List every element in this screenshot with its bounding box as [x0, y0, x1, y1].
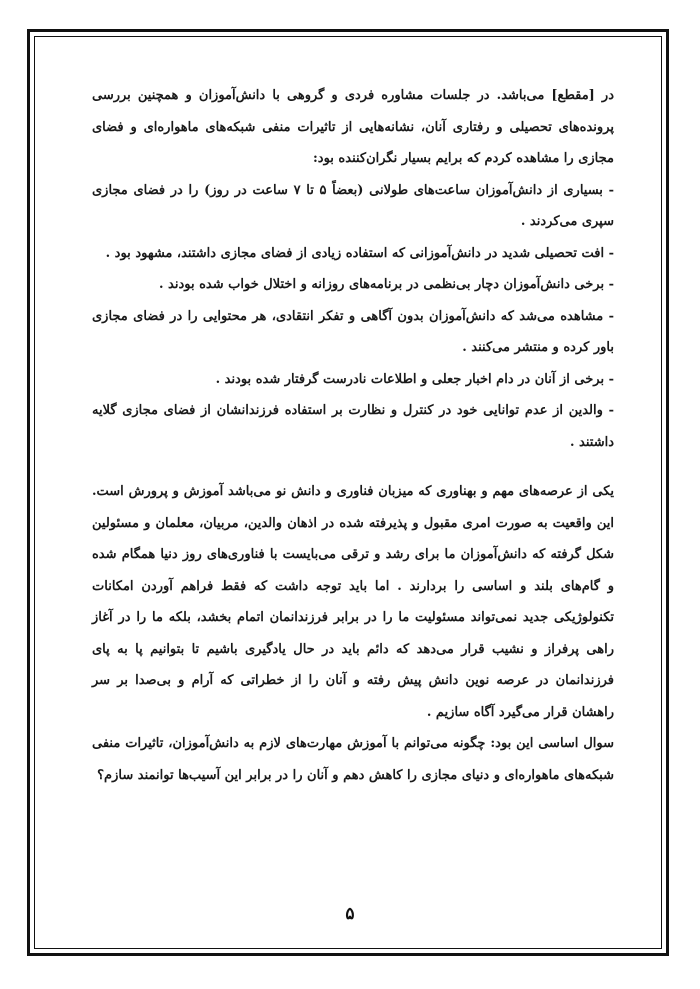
bullet-item: - والدین از عدم توانایی خود در کنترل و نظارت بر استفاده فرزندانشان از فضای مجازی گلایه داشتند . — [92, 403, 614, 450]
bullet-item: - بسیاری از دانش‌آموزان ساعت‌های طولانی (بعضاً ۵ تا ۷ ساعت در روز) را در فضای مجازی سپری می‌کردند . — [92, 182, 614, 229]
bullet-item: - مشاهده می‌شد که دانش‌آموزان بدون آگاهی و تفکر انتقادی، هر محتوایی را در فضای مجازی باور کرده و منتشر می‌کنند . — [92, 308, 614, 355]
bullet-item: - برخی دانش‌آموزان دچار بی‌نظمی در برنامه‌های روزانه و اختلال خواب شده بودند . — [158, 277, 614, 292]
document-body — [92, 80, 614, 791]
paragraph-body: یکی از عرصه‌های مهم و بهناوری که میزبان فناوری و دانش نو می‌باشد آموزش و پرورش است. این واقعیت به صورت امری مقبول و پذیرفته شده در اذهان والدین، مربیان، معلمان و مسئولین شکل گرفته که دانش‌آموزان ما برای رشد و ترقی می‌بایست با فناوری‌های روز دنیا همگام شده و گام‌های بلند و اساسی را بردارند . اما باید توجه داشت که فقط فراهم آوردن امکانات تکنولوژیکی جدید نمی‌تواند مسئولیت ما را در برابر فرزندانمان اتمام بخشد، بلکه ما را در آغاز راهی پرفراز و نشیب قرار می‌دهد که دائم باید در حال یادگیری باشیم تا بتوانیم پا به پای فرزندانمان در عرصه نوین دانش پیش رفته و آنان را از خطراتی که آرام و بی‌صدا بر سر راهشان قرار می‌گیرد آگاه سازیم . — [92, 484, 614, 720]
bullet-item: - برخی از آنان در دام اخبار جعلی و اطلاعات نادرست گرفتار شده بودند . — [215, 371, 614, 387]
paragraph-question: سوال اساسی این بود: چگونه می‌توانم با آموزش مهارت‌های لازم به دانش‌آموزان، تاثیرات منفی شبکه‌های ماهواره‌ای و دنیای مجازی را کاهش دهم و آنان را در برابر این آسیب‌ها توانمند سازم؟ — [92, 736, 614, 783]
bullet-item: - افت تحصیلی شدید در دانش‌آموزانی که استفاده زیادی از فضای مجازی داشتند، مشهود بود . — [105, 245, 614, 261]
paragraph-spacer — [92, 458, 614, 476]
page-number: ۵ — [345, 904, 355, 924]
paragraph-intro: در [مقطع] می‌باشد. در جلسات مشاوره فردی و گروهی با دانش‌آموزان و همچنین بررسی پرونده‌های تحصیلی و رفتاری آنان، نشانه‌هایی از تاثیرات منفی شبکه‌های ماهواره‌ای و فضای مجازی را مشاهده کردم که برایم بسیار نگران‌کننده بود: — [92, 88, 614, 166]
